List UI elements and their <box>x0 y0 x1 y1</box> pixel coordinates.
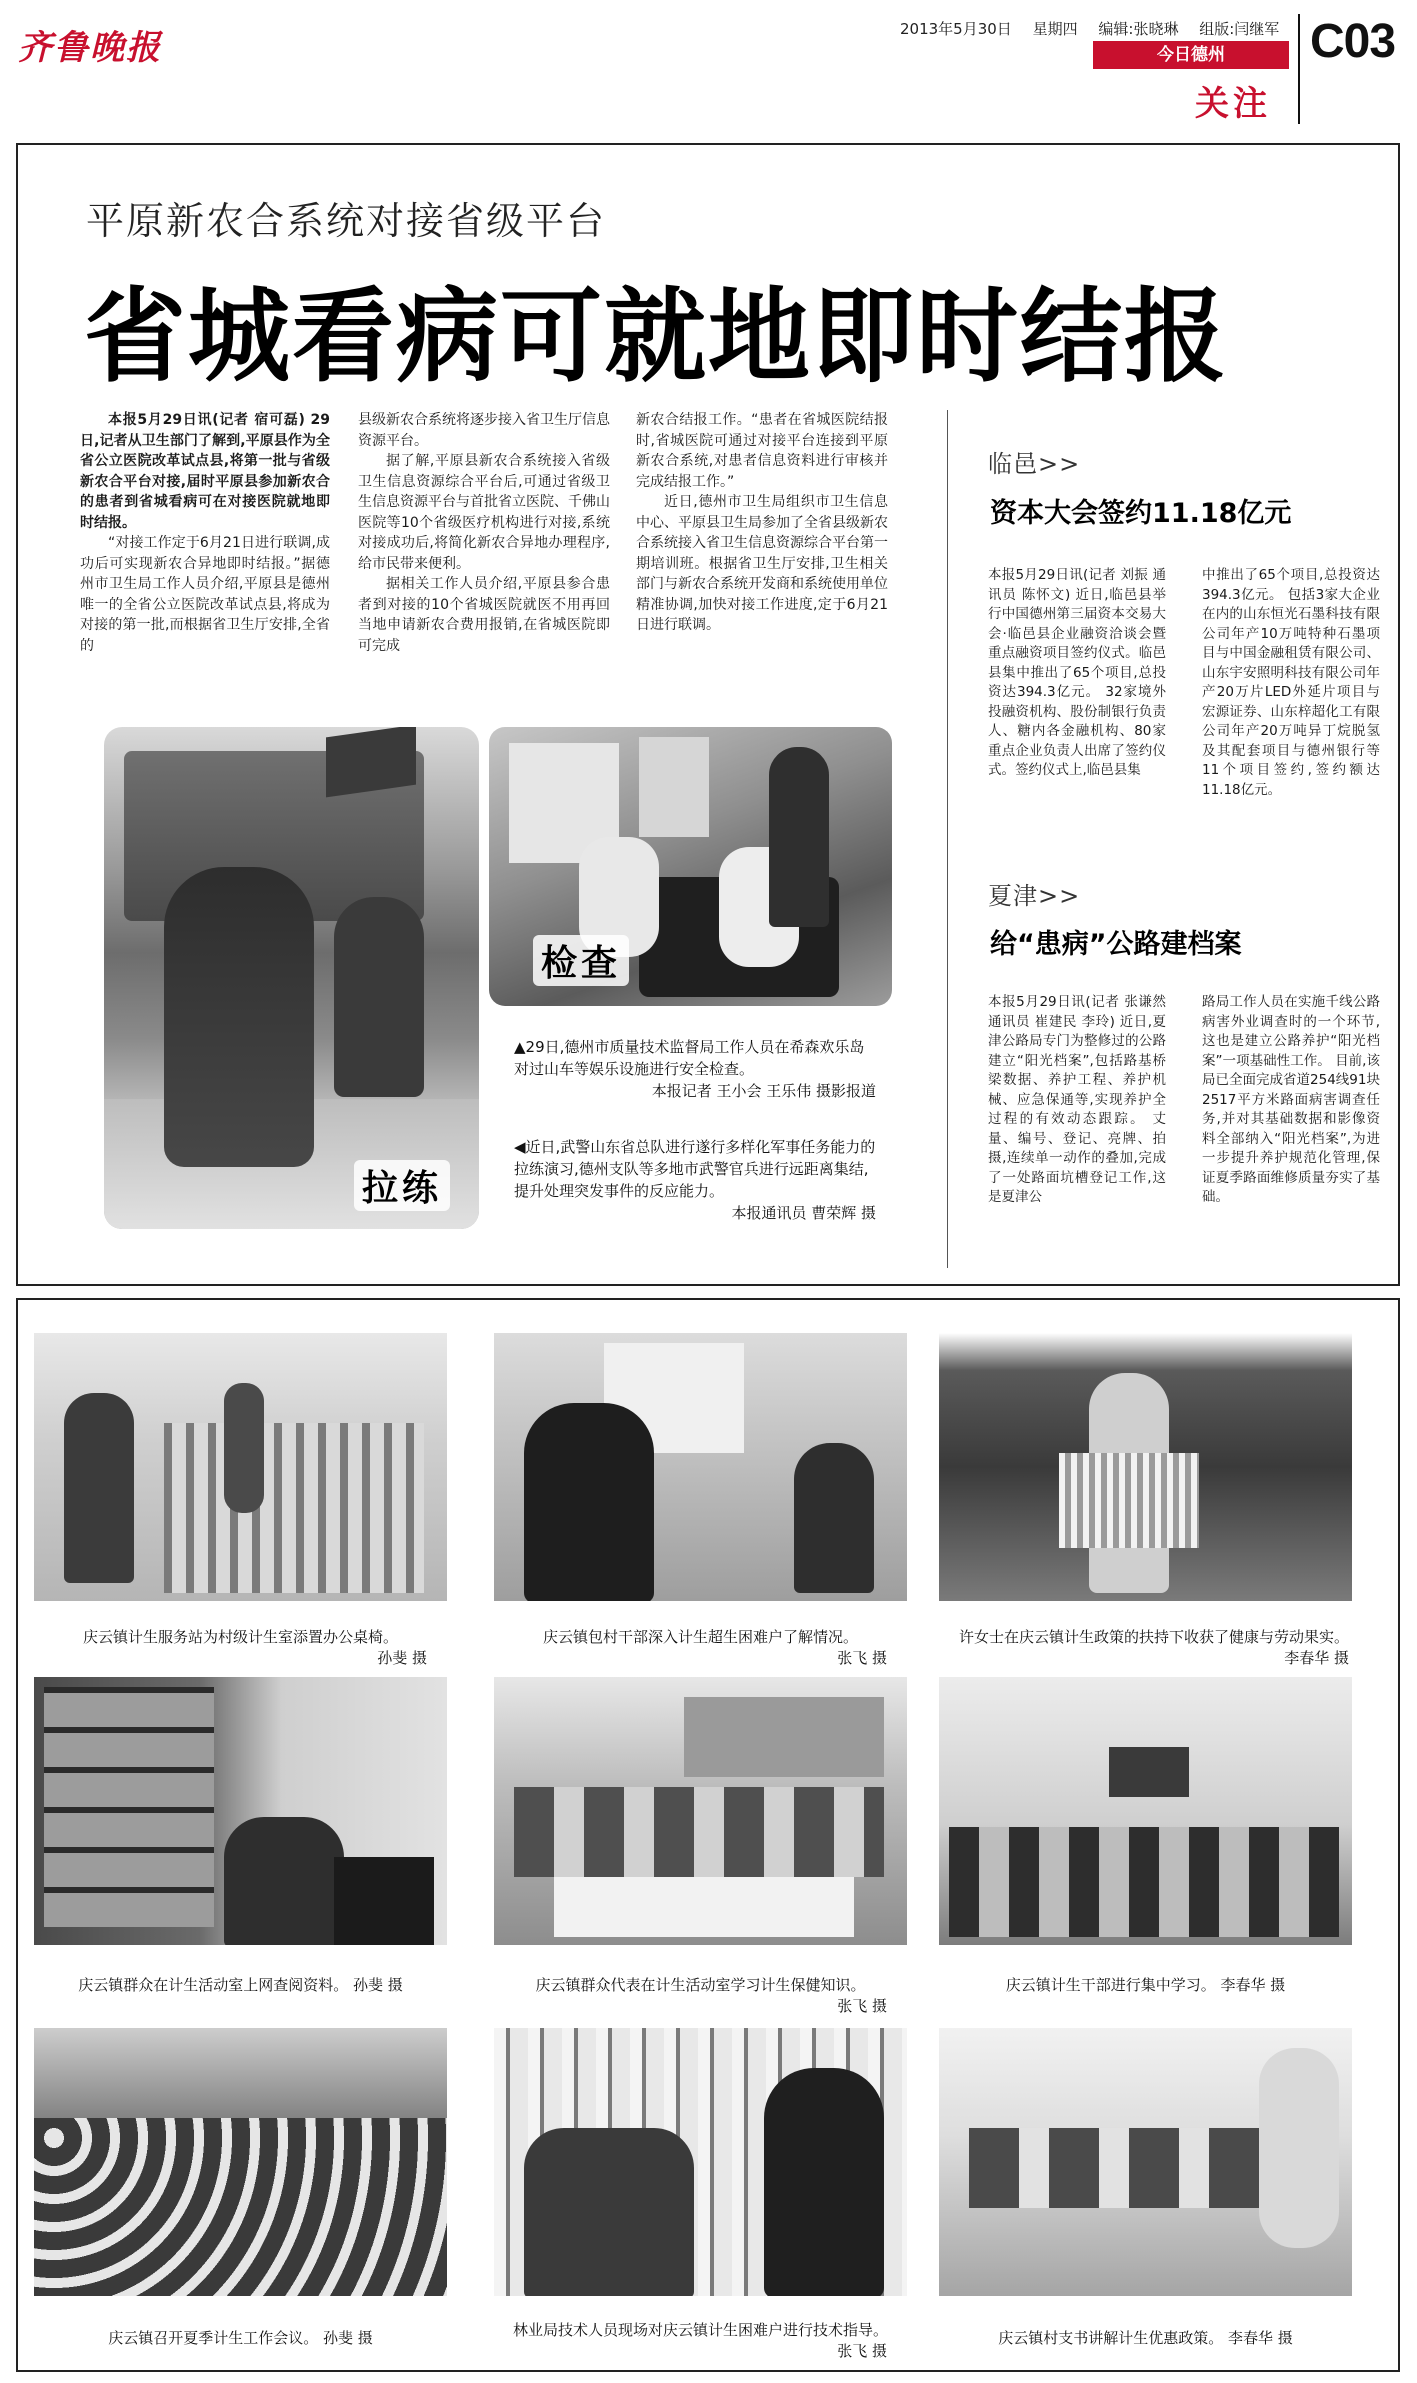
drill-caption <box>514 1136 876 1224</box>
feature-photo <box>939 1333 1352 1601</box>
feature-photo <box>494 1677 907 1945</box>
photo-credit: 张飞 摄 <box>837 2342 887 2360</box>
feature-caption <box>34 1975 447 1996</box>
feature-photo <box>939 2028 1352 2296</box>
side-story-location: 夏津>> <box>988 882 1081 910</box>
article-paragraph: 本报5月29日讯(记者 宿可磊) 29日,记者从卫生部门了解到,平原县作为全省公立医院改革试点县,将第一批与省级新农合平台对接,届时平原县参加新农合的患者到省城看病可在对接医院就地即时结报。 <box>80 412 330 531</box>
article-paragraph: 据相关工作人员介绍,平原县参合患者到对接的10个省城医院就医不用再回当地申请新农合费用报销,在省城医院即可完成 <box>358 576 610 654</box>
side-story-1-column-1: 本报5月29日讯(记者 刘振 通讯员 陈怀文) 近日,临邑县举行中国德州第三届资本交易大会·临邑县企业融资洽谈会暨重点融资项目签约仪式。临邑县集中推出了65个项目,总投资达394.3亿元。 32家境外投融资机构、股份制银行负责人、糖内各金融机构、80家重点企业负责人出席了签约仪式。签约仪式上,临邑县集 <box>988 567 1166 778</box>
side-story-2-column-1: 本报5月29日讯(记者 张谦然 通讯员 崔建民 李玲) 近日,夏津公路局专门为整修过的公路建立“阳光档案”,包括路基桥梁数据、养护工程、养护机械、应急保通等,实现养护全过程的有效动态跟踪。 丈量、编号、登记、亮牌、拍摄,连续单一动作的叠加,完成了一处路面坑槽登记工作,这是夏津公 <box>988 994 1166 1205</box>
lead-story-column-3 <box>636 410 888 636</box>
column-rule <box>947 410 948 1268</box>
caption-text: 庆云镇计生干部进行集中学习。 李春华 摄 <box>1005 1976 1286 1994</box>
feature-photo <box>494 1333 907 1601</box>
caption-text: ▲29日,德州市质量技术监督局工作人员在希森欢乐岛对过山车等娱乐设施进行安全检查。 <box>514 1038 865 1078</box>
lead-story-column-2 <box>358 410 610 656</box>
article-paragraph: “对接工作定于6月21日进行联调,成功后可实现新农合异地即时结报。”据德州市卫生局工作人员介绍,平原县是德州唯一的全省公立医院改革试点县,将成为对接的第一批,而根据省卫生厅安排,全省的 <box>80 535 330 654</box>
caption-text: ◀近日,武警山东省总队进行遂行多样化军事任务能力的拉练演习,德州支队等多地市武警官兵进行远距离集结,提升处理突发事件的反应能力。 <box>514 1138 876 1200</box>
caption-text: 林业局技术人员现场对庆云镇计生困难户进行技术指导。 <box>512 2321 888 2339</box>
feature-caption <box>939 2328 1352 2349</box>
caption-text: 庆云镇群众在计生活动室上网查阅资料。 孙斐 摄 <box>78 1976 403 1994</box>
feature-caption <box>494 1627 907 1669</box>
story-headline: 省城看病可就地即时结报 <box>84 278 1228 397</box>
feature-photo <box>34 1677 447 1945</box>
article-paragraph: 近日,德州市卫生局组织市卫生信息中心、平原县卫生局参加了全省县级新农合系统接入省卫生信息资源综合平台第一期培训班。根据省卫生厅安排,卫生相关部门与新农合系统开发商和系统使用单位精准协调,加快对接工作进度,定于6月21日进行联调。 <box>636 494 888 633</box>
photo-credit: 张飞 摄 <box>837 1997 887 2015</box>
drill-tag: 拉练 <box>354 1160 450 1211</box>
feature-caption <box>34 2328 447 2349</box>
story-kicker: 平原新农合系统对接省级平台 <box>86 199 607 243</box>
caption-text: 庆云镇计生服务站为村级计生室添置办公桌椅。 <box>82 1628 398 1646</box>
photo-credit: 孙斐 摄 <box>377 1649 427 1667</box>
lead-story-column-1 <box>80 410 330 656</box>
issue-date: 2013年5月30日 <box>900 20 1012 38</box>
article-paragraph: 新农合结报工作。“患者在省城医院结报时,省城医院可通过对接平台连接到平原新农合系统,对患者信息资料进行审核并完成结报工作。” <box>636 412 888 490</box>
side-story-2-column-2: 路局工作人员在实施千线公路病害外业调查时的一个环节,这也是建立公路养护“阳光档案”一项基础性工作。 目前,该局已全面完成省道254线91块2517平方米路面病害调查任务,并对其基础数据和影像资料全部纳入“阳光档案”,为进一步提升养护规范化管理,保证夏季路面维修质量夯实了基础。 <box>1202 994 1380 1205</box>
photo-credit: 张飞 摄 <box>837 1649 887 1667</box>
side-story-headline: 资本大会签约11.18亿元 <box>990 498 1292 529</box>
feature-photo <box>939 1677 1352 1945</box>
caption-text: 庆云镇村支书讲解计生优惠政策。 李春华 摄 <box>998 2329 1293 2347</box>
side-story-headline: 给“患病”公路建档案 <box>990 929 1242 960</box>
feature-caption <box>34 1627 447 1669</box>
feature-caption <box>494 1975 907 2017</box>
side-story-location: 临邑>> <box>988 450 1081 478</box>
caption-text: 许女士在庆云镇计生政策的扶持下收获了健康与劳动果实。 <box>958 1628 1349 1646</box>
masthead-divider <box>1298 14 1300 124</box>
caption-text: 庆云镇包村干部深入计生超生困难户了解情况。 <box>542 1628 858 1646</box>
dateline <box>900 18 1295 39</box>
army-drill-photo <box>104 727 479 1229</box>
feature-photo <box>34 2028 447 2296</box>
side-story-1-column-2: 中推出了65个项目,总投资达394.3亿元。 包括3家大企业在内的山东恒光石墨科技有限公司年产10万吨特种石墨项目与中国金融租赁有限公司、山东宇安照明科技有限公司年产20万片LED外延片项目与宏源证券、山东梓超化工有限公司年产20万吨异丁烷脱氢及其配套项目与德州银行等11个项目签约,签约额达11.18亿元。 <box>1202 567 1380 798</box>
article-paragraph: 县级新农合系统将逐步接入省卫生厅信息资源平台。 <box>358 412 610 449</box>
photo-credit: 本报通讯员 曹荣辉 摄 <box>731 1204 876 1222</box>
layout-credit: 组版:闫继军 <box>1199 20 1280 38</box>
newspaper-logo: 齐鲁晚报 <box>18 28 162 68</box>
section-banner: 今日德州 <box>1093 41 1289 69</box>
caption-text: 庆云镇群众代表在计生活动室学习计生保健知识。 <box>535 1976 866 1994</box>
photo-credit: 李春华 摄 <box>1284 1649 1349 1667</box>
feature-caption <box>939 1627 1369 1669</box>
section-subtitle: 关注 <box>1195 84 1271 124</box>
feature-photo <box>34 1333 447 1601</box>
editor-credit: 编辑:张晓琳 <box>1098 20 1179 38</box>
inspection-tag: 检查 <box>533 935 629 986</box>
caption-text: 庆云镇召开夏季计生工作会议。 孙斐 摄 <box>108 2329 373 2347</box>
feature-caption <box>494 2320 907 2362</box>
article-paragraph: 据了解,平原县新农合系统接入省级卫生信息资源综合平台后,可通过省级卫生信息资源平台与首批省立医院、千佛山医院等10个省级医疗机构进行对接,系统对接成功后,将简化新农合异地办理程序,给市民带来便利。 <box>358 453 610 572</box>
photo-credit: 本报记者 王小会 王乐伟 摄影报道 <box>651 1082 876 1100</box>
page-number: C03 <box>1310 15 1396 68</box>
feature-caption <box>939 1975 1352 1996</box>
feature-photo <box>494 2028 907 2296</box>
inspection-caption <box>514 1036 876 1102</box>
issue-weekday: 星期四 <box>1032 20 1078 38</box>
